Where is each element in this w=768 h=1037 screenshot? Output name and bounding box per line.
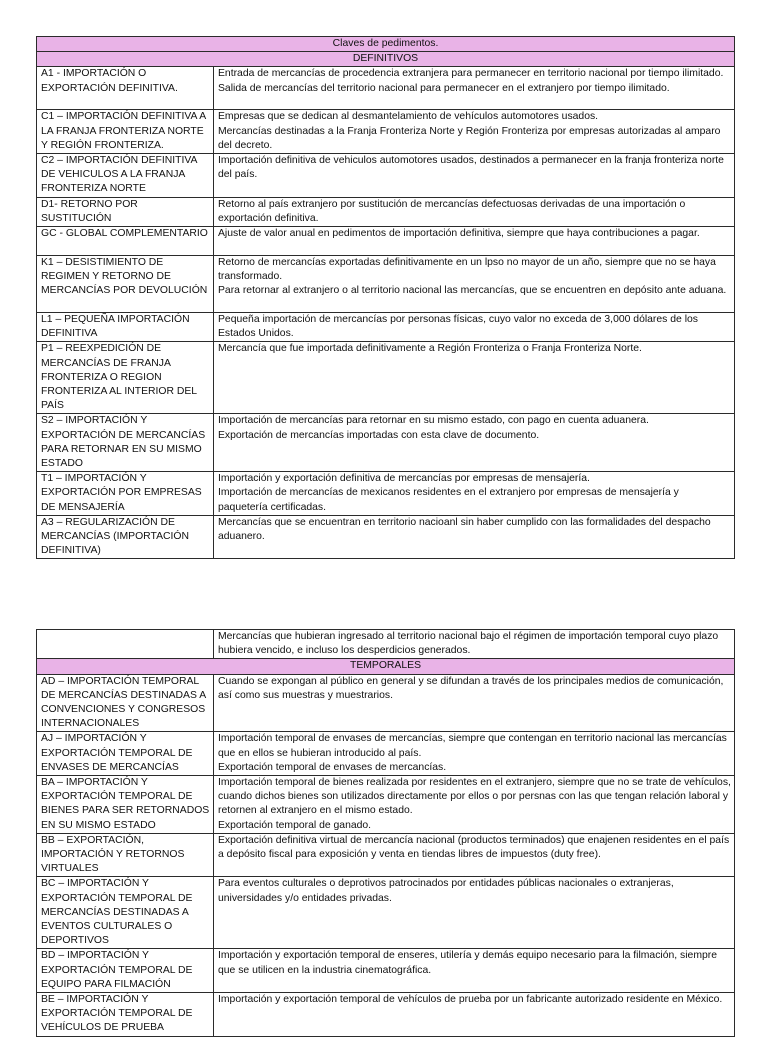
description-cell: Importación y exportación definitiva de mercancías por empresas de mensajería. Importación de mercancías de mexicanos residentes en el extranjero por empresas de mensajería y paquetería certificadas.: [214, 472, 735, 516]
code-cell: AD – IMPORTACIÓN TEMPORAL DE MERCANCÍAS DESTINADAS A CONVENCIONES Y CONGRESOS INTERNACIONALES: [37, 674, 214, 732]
definitivos-table: [36, 36, 735, 559]
description-cell: Pequeña importación de mercancías por personas físicas, cuyo valor no exceda de 3,000 dólares de los Estados Unidos.: [214, 313, 735, 342]
code-cell: BE – IMPORTACIÓN Y EXPORTACIÓN TEMPORAL DE VEHÍCULOS DE PRUEBA: [37, 993, 214, 1037]
description-cell: Importación de mercancías para retornar en su mismo estado, con pago en cuenta aduanera. Exportación de mercancías importadas con esta clave de documento.: [214, 414, 735, 472]
section-header-temporales: TEMPORALES: [37, 659, 735, 674]
description-cell: Exportación definitiva virtual de mercancía nacional (productos terminados) que enajenen residentes en el país a depósito fiscal para exposición y venta en tiendas libres de impuestos (duty free).: [214, 833, 735, 877]
code-cell: C2 – IMPORTACIÓN DEFINITIVA DE VEHICULOS A LA FRANJA FRONTERIZA NORTE: [37, 154, 214, 198]
code-cell: BA – IMPORTACIÓN Y EXPORTACIÓN TEMPORAL DE BIENES PARA SER RETORNADOS EN SU MISMO ESTADO: [37, 776, 214, 834]
code-cell: P1 – REEXPEDICIÓN DE MERCANCÍAS DE FRANJA FRONTERIZA O REGION FRONTERIZA AL INTERIOR DEL PAÍS: [37, 342, 214, 414]
description-cell: Retorno de mercancías exportadas definitivamente en un lpso no mayor de un año, siempre que no se haya transformado. Para retornar al extranjero o al territorio nacional las mercancías, que se encuentren en depósito ante aduana.: [214, 256, 735, 313]
description-cell: Para eventos culturales o deprotivos patrocinados por entidades públicas nacionales o extranjeras, universidades y/o entidades privadas.: [214, 877, 735, 949]
code-cell: A1 - IMPORTACIÓN O EXPORTACIÓN DEFINITIVA.: [37, 67, 214, 110]
description-cell: Importación y exportación temporal de vehículos de prueba por un fabricante autorizado residente en México.: [214, 993, 735, 1037]
code-cell: A3 – REGULARIZACIÓN DE MERCANCÍAS (IMPORTACIÓN DEFINITIVA): [37, 515, 214, 559]
table-title: Claves de pedimentos.: [37, 37, 735, 52]
temporales-table: [36, 629, 735, 1037]
description-cell: Mercancías que se encuentran en territorio nacioanl sin haber cumplido con las formalidades del despacho aduanero.: [214, 515, 735, 559]
code-cell: L1 – PEQUEÑA IMPORTACIÓN DEFINITIVA: [37, 313, 214, 342]
section-header-definitivos: DEFINITIVOS: [37, 52, 735, 67]
code-cell-empty: [37, 630, 214, 659]
code-cell: BC – IMPORTACIÓN Y EXPORTACIÓN TEMPORAL DE MERCANCÍAS DESTINADAS A EVENTOS CULTURALES O DEPORTIVOS: [37, 877, 214, 949]
code-cell: AJ – IMPORTACIÓN Y EXPORTACIÓN TEMPORAL DE ENVASES DE MERCANCÍAS: [37, 732, 214, 776]
code-cell: T1 – IMPORTACIÓN Y EXPORTACIÓN POR EMPRESAS DE MENSAJERÍA: [37, 472, 214, 516]
description-cell: Ajuste de valor anual en pedimentos de importación definitiva, siempre que haya contribuciones a pagar.: [214, 227, 735, 256]
code-cell: S2 – IMPORTACIÓN Y EXPORTACIÓN DE MERCANCÍAS PARA RETORNAR EN SU MISMO ESTADO: [37, 414, 214, 472]
code-cell: BB – EXPORTACIÓN, IMPORTACIÓN Y RETORNOS VIRTUALES: [37, 833, 214, 877]
description-cell: Cuando se expongan al público en general y se difundan a través de los principales medios de comunicación, así como sus muestras y muestrarios.: [214, 674, 735, 732]
description-cell: Mercancías que hubieran ingresado al territorio nacional bajo el régimen de importación temporal cuyo plazo hubiera vencido, e incluso los desperdicios generados.: [214, 630, 735, 659]
description-cell: Entrada de mercancías de procedencia extranjera para permanecer en territorio nacional por tiempo ilimitado. Salida de mercancías del territorio nacional para permanecer en el extranjero por tiempo ilimitado.: [214, 67, 735, 110]
code-cell: BD – IMPORTACIÓN Y EXPORTACIÓN TEMPORAL DE EQUIPO PARA FILMACIÓN: [37, 949, 214, 993]
code-cell: K1 – DESISTIMIENTO DE REGIMEN Y RETORNO DE MERCANCÍAS POR DEVOLUCIÓN: [37, 256, 214, 313]
description-cell: Importación temporal de bienes realizada por residentes en el extranjero, siempre que no se trate de vehículos, cuando dichos bienes son utilizados directamente por ellos o por persnas con las que tengan relación laboral y retornen al extranjero en el mismo estado. Exportación temporal de ganado.: [214, 776, 735, 834]
description-cell: Mercancía que fue importada definitivamente a Región Fronteriza o Franja Fronteriza Norte.: [214, 342, 735, 414]
description-cell: Empresas que se dedican al desmantelamiento de vehículos automotores usados. Mercancías destinadas a la Franja Fronteriza Norte y Región Fronteriza por empresas autorizadas al amparo del decreto.: [214, 110, 735, 154]
code-cell: GC - GLOBAL COMPLEMENTARIO: [37, 227, 214, 256]
description-cell: Retorno al país extranjero por sustitución de mercancías defectuosas derivadas de una importación o exportación definitiva.: [214, 197, 735, 226]
description-cell: Importación definitiva de vehiculos automotores usados, destinados a permanecer en la franja fronteriza norte del país.: [214, 154, 735, 198]
description-cell: Importación y exportación temporal de enseres, utilería y demás equipo necesario para la filmación, siempre que se utilicen en la industria cinematográfica.: [214, 949, 735, 993]
code-cell: C1 – IMPORTACIÓN DEFINITIVA A LA FRANJA FRONTERIZA NORTE Y REGIÓN FRONTERIZA.: [37, 110, 214, 154]
description-cell: Importación temporal de envases de mercancías, siempre que contengan en territorio nacional las mercancías que en ellos se hubieran introducido al país. Exportación temporal de envases de mercancías.: [214, 732, 735, 776]
code-cell: D1- RETORNO POR SUSTITUCIÓN: [37, 197, 214, 226]
